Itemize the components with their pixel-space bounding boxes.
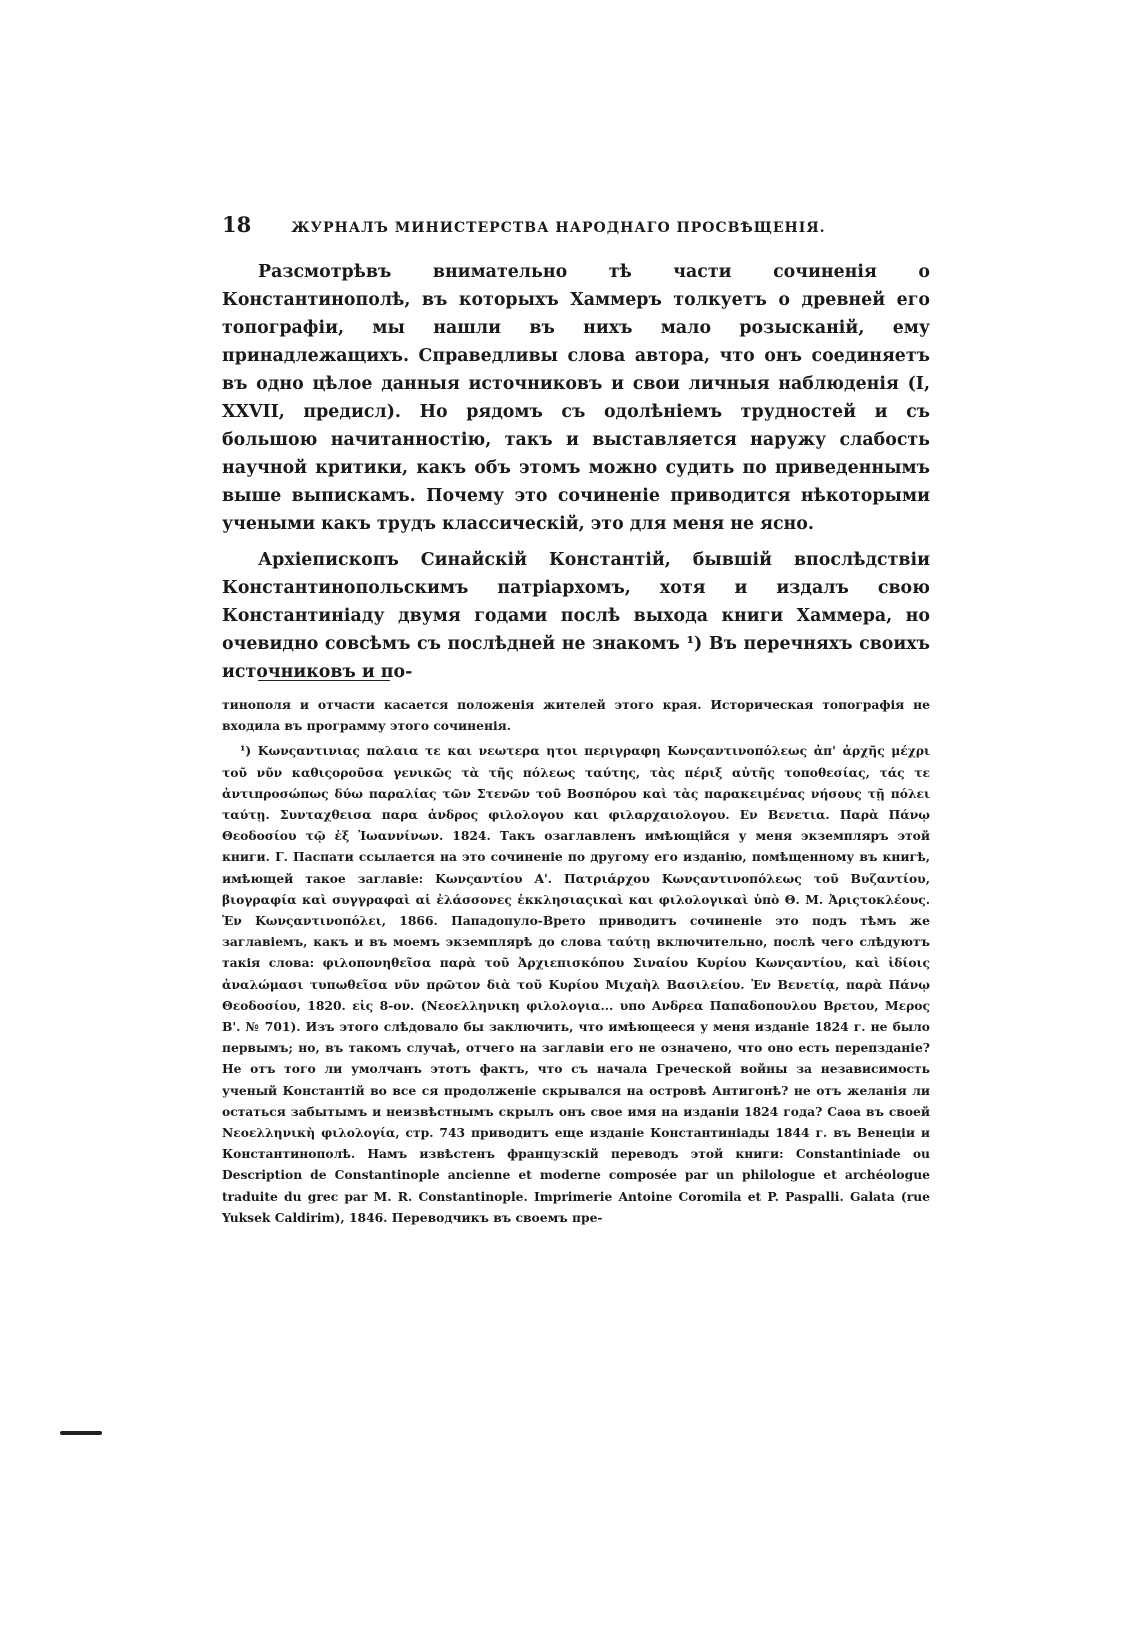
page-number: 18 [222,212,252,237]
paragraph: Архіепископъ Синайскій Константій, бывшій впослѣдствіи Константинопольскимъ патріархомъ, хотя и издалъ свою Константиніаду двумя годами послѣ выхода книги Хаммера, но очевидно совсѣмъ съ послѣдней не знакомъ ¹) Въ перечняхъ своихъ источниковъ и по- [222,550,930,682]
running-title: ЖУРНАЛЪ МИНИСТЕРСТВА НАРОДНАГО ПРОСВѢЩЕНІЯ. [291,220,826,236]
footnote-divider [258,680,390,681]
footnote-1: ¹) Κωνςαντινιας παλαια τε και νεωτερα ητοι περιγραφη Κωνςαντινοπόλεως ἀπ' ἀρχῆς μέχρι τοῦ νῦν καθιςοροῦσα γενικῶς τὰ τῆς πόλεως ταύτης, τὰς πέριξ αὐτῆς τοποθεσίας, τάς τε ἀντιπροσώπως δύω παραλίας τῶν Στενῶν τοῦ Βοσπόρου καὶ τὰς παρακειμένας νήσους τῇ πόλει ταύτῃ. Συνταχθεισα παρα ἀνδρος φιλολογου και φιλαρχαιολογου. Εν Βενετια. Παρὰ Πάνῳ Θεοδοσίου τῷ ἐξ Ἰωαννίνων. 1824. Такъ озаглавленъ имѣющійся у меня экземпляръ этой книги. Г. Паспати ссылается на это сочиненіе по другому его изданію, помѣщенному въ книгѣ, имѣющей такое заглавіе: Κωνςαντίου Α'. Πατριάρχου Κωνςαντινοπόλεως τοῦ Βυζαντίου, βιογραφία καὶ συγγραφαὶ αἱ ἐλάσσονες ἐκκλησιαςικαὶ και φιλολογικαὶ ὑπὸ Θ. Μ. Ἀριςτοκλέους. Ἐν Κωνςαντινοπόλει, 1866. Пападопуло-Врето приводитъ сочиненіе это подъ тѣмъ же заглавіемъ, какъ и въ моемъ экземплярѣ до слова ταύτῃ включительно, послѣ чего слѣдуютъ такія слова: φιλοπονηθεῖσα παρὰ τοῦ Ἀρχιεπισκόπου Σιναίου Κυρίου Κωνςαντίου, καὶ ἰδίοις ἀναλώμασι τυπωθεῖσα νῦν πρῶτον διὰ τοῦ Κυρίου Μιχαὴλ Βασιλείου. Ἐν Βενετίᾳ, παρὰ Πάνῳ Θεοδοσίου, 1820. εἰς 8-ον. (Νεοελληνικη φιλολογια... υπο Ανδρεα Παπαδοπουλου Βρετου, Μερος Β'. № 701). Изъ этого слѣдовало бы заключить, что имѣющееся у меня изданіе 1824 г. не было первымъ; но, въ такомъ случаѣ, отчего на заглавіи его не означено, что оно есть перепзданіе? Не отъ того ли умолчанъ этотъ фактъ, что съ начала Греческой войны за независимость ученый Константій во все ся продолженіе скрывался на островѣ Антигонѣ? не отъ желанія ли остаться забытымъ и неизвѣстнымъ скрылъ онъ свое имя на изданіи 1824 года? Саѳа въ своей Νεοελληνικὴ φιλολογία, стр. 743 приводитъ еще изданіе Константиніады 1844 г. въ Венеціи и Константинополѣ. Намъ извѣстенъ французскій переводъ этой книги: Constantiniade ou Description de Constantinople ancienne et moderne composée par un philologue et archéologue traduite du grec par M. R. Constantinople. Imprimerie Antoine Coromila et P. Paspalli. Galata (rue Yuksek Caldirim), 1846. Переводчикъ въ своемъ пре- [222,743,930,1225]
margin-mark [60,1431,102,1435]
main-text [222,258,930,686]
footnote-continued: тинополя и отчасти касается положенія жителей этого края. Историческая топографія не входила въ программу этого сочиненія. [222,697,930,734]
footnotes [222,694,930,1228]
page-header [222,212,930,237]
paragraph: Разсмотрѣвъ внимательно тѣ части сочиненія о Константинополѣ, въ которыхъ Хаммеръ толкуетъ о древней его топографіи, мы нашли въ нихъ мало розысканій, ему принадлежащихъ. Справедливы слова автора, что онъ соединяетъ въ одно цѣлое данныя источниковъ и свои личныя наблюденія (I, XXVII, предисл). Но рядомъ съ одолѣніемъ трудностей и съ большою начитанностію, такъ и выставляется наружу слабость научной критики, какъ объ этомъ можно судить по приведеннымъ выше выпискамъ. Почему это сочиненіе приводится нѣкоторыми учеными какъ трудъ классическій, это для меня не ясно. [222,262,930,534]
